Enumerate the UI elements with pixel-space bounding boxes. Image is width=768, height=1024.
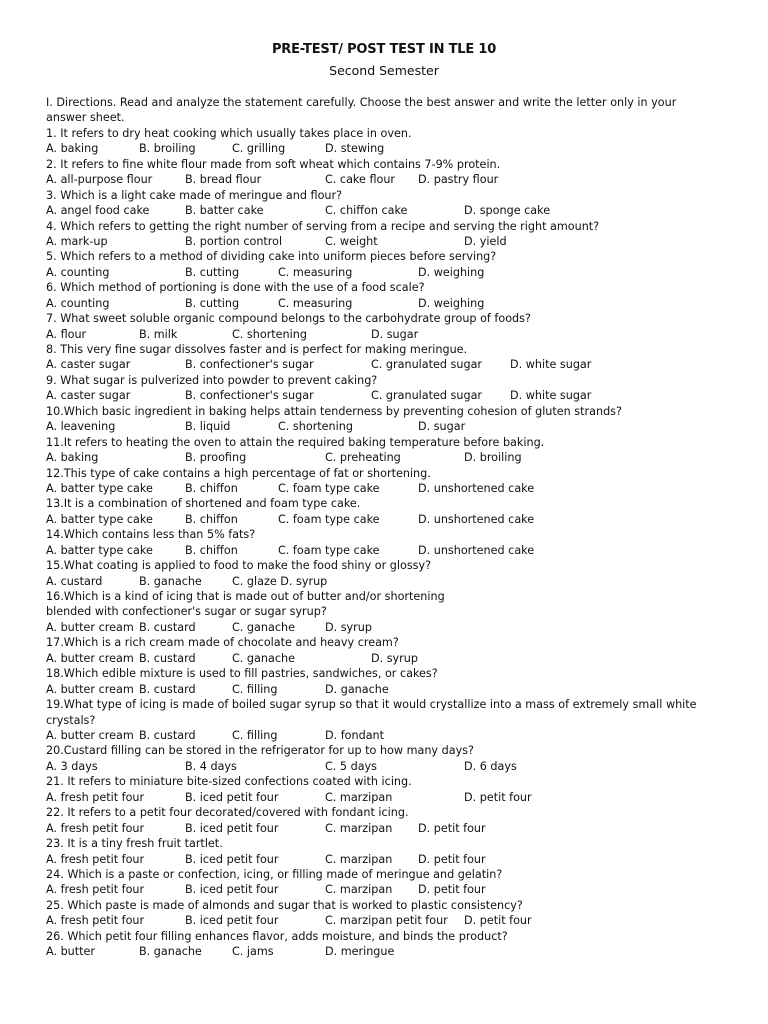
question-text: 7. What sweet soluble organic compound belongs to the carbohydrate group of foods? xyxy=(46,312,531,326)
choice-a: A. 3 days xyxy=(46,759,98,773)
question-text: 25. Which paste is made of almonds and sugar that is worked to plastic consistency? xyxy=(46,898,523,912)
choice-d: D. petit four xyxy=(418,821,486,835)
choice-a: A. fresh petit four xyxy=(46,852,145,866)
choice-c: C. shortening xyxy=(232,327,307,341)
choice-a: A. butter cream xyxy=(46,651,134,665)
question-text-continued: blended with confectioner's sugar or sugar syrup? xyxy=(46,605,327,619)
choice-d: D. unshortened cake xyxy=(418,481,535,495)
choice-c: C. preheating xyxy=(325,451,401,465)
choice-a: A. caster sugar xyxy=(46,358,131,372)
choice-c: C. marzipan xyxy=(325,821,393,835)
choices-row xyxy=(46,913,710,928)
choices-row xyxy=(46,234,710,249)
choice-d: D. petit four xyxy=(418,852,486,866)
choice-d: D. broiling xyxy=(464,451,522,465)
question-text: 5. Which refers to a method of dividing cake into uniform pieces before serving? xyxy=(46,250,497,264)
choices-row xyxy=(46,882,710,897)
choice-d: D. 6 days xyxy=(464,759,517,773)
test-content xyxy=(46,95,710,960)
choice-b: B. chiffon xyxy=(185,481,238,495)
choice-d: D. fondant xyxy=(325,729,385,742)
choice-b: B. batter cake xyxy=(185,204,264,218)
choice-c: C. foam type cake xyxy=(278,543,380,557)
question-text: 9. What sugar is pulverized into powder to prevent caking? xyxy=(46,373,378,387)
choices-row xyxy=(46,388,710,403)
choice-d: D. unshortened cake xyxy=(418,512,535,526)
choice-d: D. yield xyxy=(464,234,507,248)
choice-a: A. custard xyxy=(46,574,103,588)
choice-b: B. bread flour xyxy=(185,173,262,187)
page-title: PRE-TEST/ POST TEST IN TLE 10 xyxy=(271,42,497,57)
choices-row xyxy=(46,296,710,311)
choices-row xyxy=(46,852,710,867)
choice-a: A. fresh petit four xyxy=(46,790,145,804)
choice-b: B. chiffon xyxy=(185,512,238,526)
question-text: 16.Which is a kind of icing that is made out of butter and/or shortening xyxy=(46,590,445,604)
choice-b: B. iced petit four xyxy=(185,914,279,928)
question-text: 19.What type of icing is made of boiled sugar syrup so that it would crystallize into a mass of extremely small white crystals? xyxy=(46,698,697,727)
choice-c: C. filling xyxy=(232,729,278,742)
choices-row xyxy=(46,574,710,589)
choice-b: B. liquid xyxy=(185,420,231,434)
choice-d: D. petit four xyxy=(464,790,532,804)
choice-a: A. flour xyxy=(46,327,87,341)
choices-row xyxy=(46,944,710,959)
choice-a: A. leavening xyxy=(46,420,116,434)
choice-b: B. custard xyxy=(139,682,196,696)
choice-d: D. petit four xyxy=(418,883,486,897)
choice-d: D. syrup xyxy=(325,620,372,634)
choice-a: A. fresh petit four xyxy=(46,914,145,928)
choices-row xyxy=(46,172,710,187)
choice-c: C. measuring xyxy=(278,296,353,310)
choice-d: D. sponge cake xyxy=(464,204,551,218)
question-text: 17.Which is a rich cream made of chocolate and heavy cream? xyxy=(46,636,399,650)
choices-row xyxy=(46,821,710,836)
choices-row xyxy=(46,419,710,434)
question-text: 21. It refers to miniature bite-sized confections coated with icing. xyxy=(46,775,412,789)
choices-row xyxy=(46,620,710,635)
question-text: 2. It refers to fine white flour made from soft wheat which contains 7-9% protein. xyxy=(46,157,501,171)
choice-c: C. filling xyxy=(232,682,278,696)
choice-d: D. petit four xyxy=(464,914,532,928)
choice-c: C. grilling xyxy=(232,142,286,156)
choice-a: A. baking xyxy=(46,142,99,156)
choice-b: B. ganache xyxy=(139,945,202,959)
choices-row xyxy=(46,728,710,743)
choice-c: C. measuring xyxy=(278,265,353,279)
choice-b: B. iced petit four xyxy=(185,790,279,804)
choice-d: D. weighing xyxy=(418,265,485,279)
question-text: 10.Which basic ingredient in baking helps attain tenderness by preventing cohesion of gluten strands? xyxy=(46,404,622,418)
choice-b: B. custard xyxy=(139,729,196,742)
question-text: 23. It is a tiny fresh fruit tartlet. xyxy=(46,837,223,851)
choice-c: C. ganache xyxy=(232,651,295,665)
choice-b: B. portion control xyxy=(185,234,283,248)
choice-d: D. sugar xyxy=(371,327,419,341)
choice-b: B. iced petit four xyxy=(185,883,279,897)
choice-b: B. custard xyxy=(139,651,196,665)
question-text: 26. Which petit four filling enhances flavor, adds moisture, and binds the product? xyxy=(46,929,508,943)
choice-b: B. confectioner's sugar xyxy=(185,389,314,403)
question-text: 24. Which is a paste or confection, icing, or filling made of meringue and gelatin? xyxy=(46,867,503,881)
choices-row xyxy=(46,141,710,156)
choice-c: C. marzipan petit four xyxy=(325,914,448,928)
choice-c: C. foam type cake xyxy=(278,512,380,526)
choice-c: C. ganache xyxy=(232,620,295,634)
choice-d: D. stewing xyxy=(325,142,385,156)
choice-d: D. white sugar xyxy=(510,389,592,403)
choice-a: A. angel food cake xyxy=(46,204,150,218)
choice-a: A. mark-up xyxy=(46,234,108,248)
choice-c: C. granulated sugar xyxy=(371,389,483,403)
choice-b: B. confectioner's sugar xyxy=(185,358,314,372)
choice-b: B. broiling xyxy=(139,142,196,156)
choice-a: A. butter cream xyxy=(46,682,134,696)
choice-c: C. cake flour xyxy=(325,173,396,187)
choice-d: D. sugar xyxy=(418,420,466,434)
choice-b: B. chiffon xyxy=(185,543,238,557)
question-text: 13.It is a combination of shortened and foam type cake. xyxy=(46,497,361,511)
choice-d: D. white sugar xyxy=(510,358,592,372)
choice-a: A. counting xyxy=(46,265,110,279)
choices-row xyxy=(46,265,710,280)
choices-row xyxy=(46,203,710,218)
choice-c: C. jams xyxy=(232,945,274,959)
choices-row xyxy=(46,790,710,805)
question-text: 15.What coating is applied to food to make the food shiny or glossy? xyxy=(46,559,432,573)
question-text: 3. Which is a light cake made of meringue and flour? xyxy=(46,188,343,202)
choice-c: C. marzipan xyxy=(325,790,393,804)
question-text: 14.Which contains less than 5% fats? xyxy=(46,528,256,542)
choices-row xyxy=(46,651,710,666)
question-text: 20.Custard filling can be stored in the refrigerator for up to how many days? xyxy=(46,744,474,758)
question-text: 6. Which method of portioning is done with the use of a food scale? xyxy=(46,281,425,295)
page-subtitle: Second Semester xyxy=(329,63,439,78)
choice-a: A. fresh petit four xyxy=(46,883,145,897)
choice-b: B. iced petit four xyxy=(185,821,279,835)
question-text: 8. This very fine sugar dissolves faster and is perfect for making meringue. xyxy=(46,343,468,357)
choice-a: A. batter type cake xyxy=(46,512,153,526)
directions-text: I. Directions. Read and analyze the statement carefully. Choose the best answer and write the letter only in your answer sheet. xyxy=(46,96,677,125)
choice-c-d: C. glaze D. syrup xyxy=(232,574,328,588)
choices-row xyxy=(46,512,710,527)
choice-b: B. ganache xyxy=(139,574,202,588)
choice-a: A. butter xyxy=(46,945,96,959)
question-text: 18.Which edible mixture is used to fill pastries, sandwiches, or cakes? xyxy=(46,667,438,681)
choices-row xyxy=(46,450,710,465)
choice-b: B. 4 days xyxy=(185,759,237,773)
choice-d: D. syrup xyxy=(371,651,418,665)
choice-a: A. butter cream xyxy=(46,729,134,742)
choice-b: B. iced petit four xyxy=(185,852,279,866)
choice-d: D. pastry flour xyxy=(418,173,499,187)
choice-b: B. proofing xyxy=(185,451,247,465)
choice-b: B. milk xyxy=(139,327,178,341)
choice-c: C. marzipan xyxy=(325,883,393,897)
choice-d: D. weighing xyxy=(418,296,485,310)
choice-a: A. all-purpose flour xyxy=(46,173,153,187)
choice-a: A. batter type cake xyxy=(46,543,153,557)
choice-c: C. shortening xyxy=(278,420,353,434)
choice-a: A. caster sugar xyxy=(46,389,131,403)
choice-a: A. fresh petit four xyxy=(46,821,145,835)
choice-c: C. chiffon cake xyxy=(325,204,408,218)
choice-c: C. marzipan xyxy=(325,852,393,866)
choices-row xyxy=(46,543,710,558)
choice-c: C. 5 days xyxy=(325,759,378,773)
choice-d: D. ganache xyxy=(325,682,389,696)
choice-a: A. baking xyxy=(46,451,99,465)
question-text: 1. It refers to dry heat cooking which usually takes place in oven. xyxy=(46,126,412,140)
choice-d: D. unshortened cake xyxy=(418,543,535,557)
choices-row xyxy=(46,682,710,697)
choice-a: A. butter cream xyxy=(46,620,134,634)
choices-row xyxy=(46,357,710,372)
choice-b: B. custard xyxy=(139,620,196,634)
choice-c: C. granulated sugar xyxy=(371,358,483,372)
choices-row xyxy=(46,327,710,342)
choice-b: B. cutting xyxy=(185,296,240,310)
choice-d: D. meringue xyxy=(325,945,395,959)
question-text: 11.It refers to heating the oven to attain the required baking temperature before baking. xyxy=(46,435,545,449)
choices-row xyxy=(46,481,710,496)
choice-a: A. batter type cake xyxy=(46,481,153,495)
choices-row xyxy=(46,759,710,774)
question-text: 12.This type of cake contains a high percentage of fat or shortening. xyxy=(46,466,431,480)
choice-c: C. weight xyxy=(325,234,378,248)
question-text: 22. It refers to a petit four decorated/covered with fondant icing. xyxy=(46,806,409,820)
question-text: 4. Which refers to getting the right number of serving from a recipe and serving the right amount? xyxy=(46,219,600,233)
choice-a: A. counting xyxy=(46,296,110,310)
choice-b: B. cutting xyxy=(185,265,240,279)
choice-c: C. foam type cake xyxy=(278,481,380,495)
